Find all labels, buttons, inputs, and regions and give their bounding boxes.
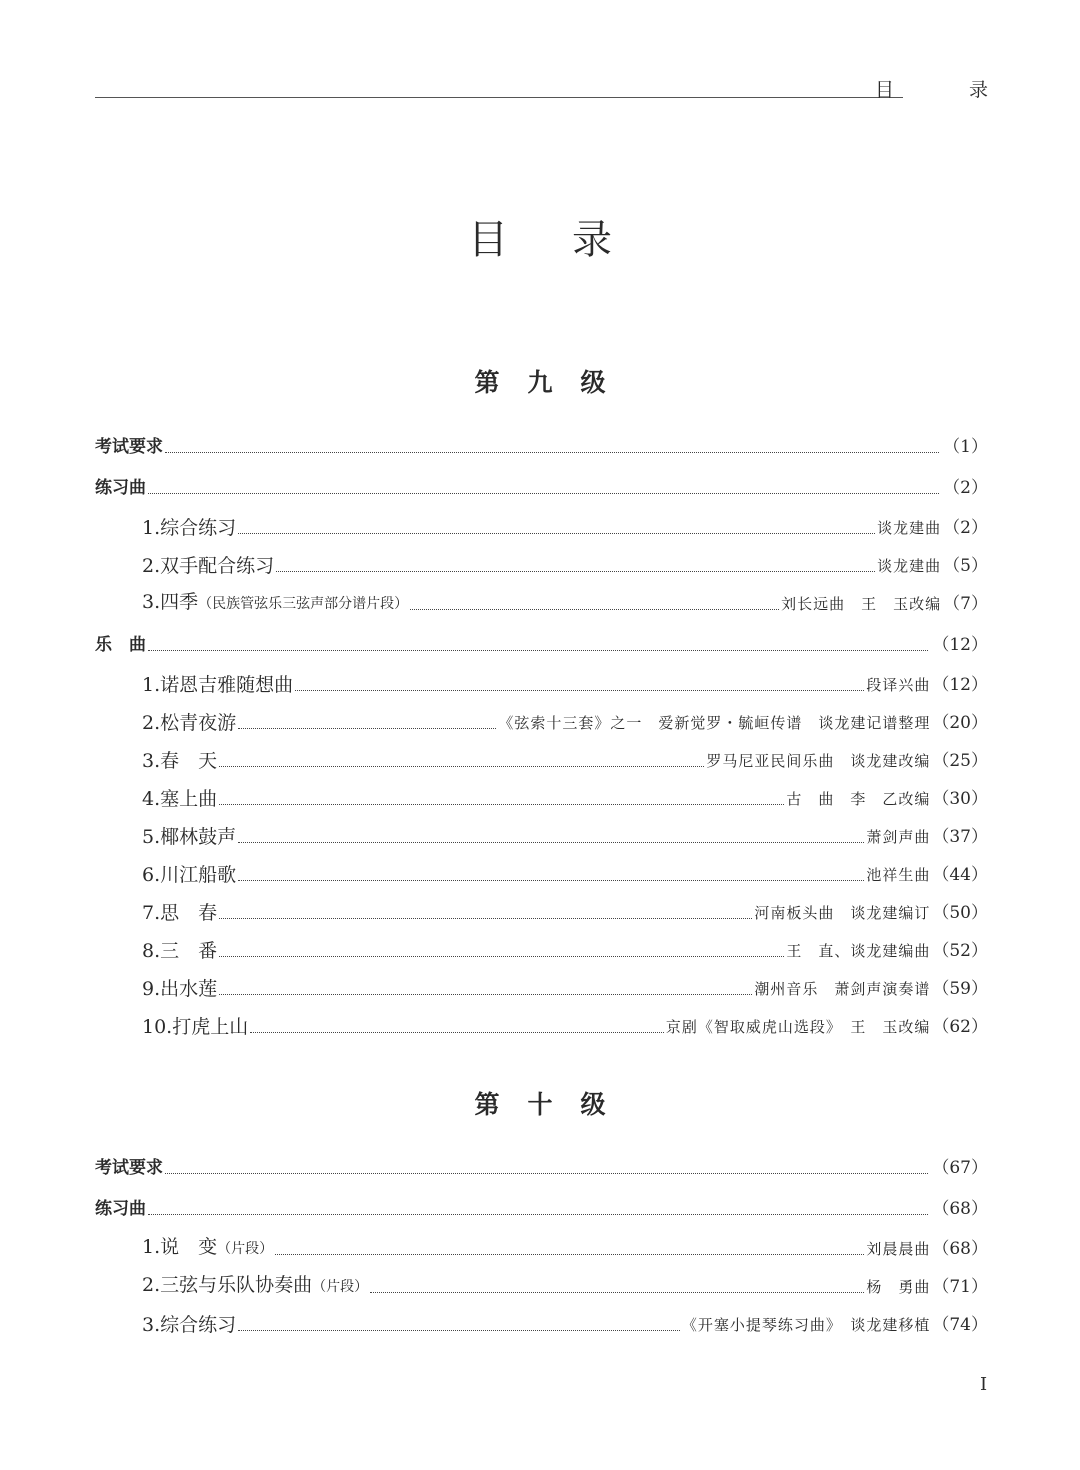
entry-page: （74） (932, 1315, 988, 1335)
entry-page: （25） (932, 751, 988, 771)
level-title-9: 第九级 (474, 368, 634, 397)
entry-title (95, 938, 217, 964)
entry-title (95, 632, 146, 658)
toc-entry[interactable] (95, 976, 988, 1002)
toc-entry[interactable] (95, 900, 988, 926)
entry-page: （44） (932, 865, 988, 885)
entry-label: 考试要求 (95, 1158, 163, 1178)
entry-title (95, 434, 163, 460)
entry-title (95, 1014, 248, 1040)
entry-page: （62） (932, 1017, 988, 1037)
dot-leader (238, 1330, 680, 1331)
level-title-10: 第十级 (474, 1090, 634, 1119)
entry-credit: 萧剑声曲 (866, 828, 931, 846)
dot-leader (148, 493, 939, 494)
entry-page: （12） (932, 634, 988, 655)
entry-credit: 《弦索十三套》之一 爱新觉罗・毓峘传谱 谈龙建记谱整理 (498, 714, 931, 732)
entry-credit: 王 直、谈龙建编曲 (786, 942, 931, 960)
entry-label: 四季 (160, 591, 199, 613)
dot-leader (219, 804, 784, 805)
dot-leader (276, 571, 875, 572)
entry-credit: 河南板头曲 谈龙建编订 (754, 904, 931, 922)
entry-label: 打虎上山 (172, 1016, 249, 1038)
entry-title (95, 1196, 146, 1222)
entry-title (95, 786, 217, 812)
entry-credit: 谈龙建曲 (877, 519, 942, 537)
toc-entry[interactable] (95, 1014, 988, 1040)
entry-credit: 谈龙建曲 (877, 557, 942, 575)
entry-credit: 罗马尼亚民间乐曲 谈龙建改编 (706, 752, 931, 770)
entry-label: 综合练习 (160, 517, 237, 539)
dot-leader (370, 1292, 864, 1293)
entry-credit: 段译兴曲 (866, 676, 931, 694)
toc-entry[interactable] (95, 1274, 988, 1300)
toc-entry[interactable] (95, 748, 988, 774)
running-header (95, 78, 1016, 102)
entry-label: 练习曲 (95, 1198, 146, 1219)
entry-page: （71） (932, 1277, 988, 1297)
entry-number: 6. (142, 864, 161, 886)
entry-label: 三 番 (160, 940, 218, 962)
entry-title (95, 976, 217, 1002)
entry-number: 3. (142, 750, 161, 772)
entry-number: 5. (142, 826, 161, 848)
entry-label: 三弦与乐队协奏曲 (160, 1274, 313, 1296)
entry-number: 3. (142, 591, 161, 613)
entry-label: 出水莲 (160, 978, 218, 1000)
entry-title (95, 589, 408, 617)
entry-page: （2） (943, 518, 988, 538)
toc-entry[interactable] (95, 938, 988, 964)
toc-entry[interactable] (95, 672, 988, 698)
entry-label: 综合练习 (160, 1314, 237, 1336)
dot-leader (295, 690, 864, 691)
entry-label: 思 春 (160, 902, 218, 924)
entry-page: （2） (943, 477, 988, 498)
entry-number: 2. (142, 555, 161, 577)
dot-leader (219, 766, 704, 767)
entry-page: （68） (932, 1239, 988, 1259)
entry-note: （民族管弦乐三弦声部分谱片段） (198, 596, 409, 612)
toc-entry[interactable] (95, 1155, 988, 1181)
entry-number: 2. (142, 1274, 161, 1296)
dot-leader (165, 452, 939, 453)
dot-leader (238, 880, 864, 881)
toc-entry[interactable] (95, 591, 988, 617)
toc-entry[interactable] (95, 1236, 988, 1262)
entry-label: 说 变 (160, 1236, 218, 1258)
entry-title (95, 824, 236, 850)
dot-leader (238, 533, 875, 534)
entry-number: 10. (142, 1016, 173, 1038)
entry-title (95, 1272, 368, 1300)
dot-leader (410, 609, 779, 610)
dot-leader (148, 650, 928, 651)
entry-credit: 京剧《智取威虎山选段》 王 玉改编 (665, 1018, 931, 1036)
entry-label: 春 天 (160, 750, 218, 772)
entry-title (95, 475, 146, 501)
dot-leader (219, 956, 784, 957)
running-title: 目 录 (874, 79, 1016, 101)
toc-entry[interactable] (95, 824, 988, 850)
entry-label: 川江船歌 (160, 864, 237, 886)
entry-title (95, 553, 274, 579)
dot-leader (219, 918, 752, 919)
entry-number: 3. (142, 1314, 161, 1336)
dot-leader (275, 1254, 864, 1255)
entry-number: 7. (142, 902, 161, 924)
entry-credit: 刘长远曲 王 玉改编 (781, 595, 942, 613)
entry-credit: 杨 勇曲 (866, 1278, 931, 1296)
entry-page: （30） (932, 789, 988, 809)
entry-title (95, 672, 293, 698)
toc-entry[interactable] (95, 1196, 988, 1222)
page-number: I (980, 1374, 988, 1395)
entry-label: 考试要求 (95, 437, 163, 457)
entry-page: （1） (943, 437, 988, 457)
toc-entry[interactable] (95, 515, 988, 541)
entry-page: （20） (932, 713, 988, 733)
entry-title (95, 900, 217, 926)
entry-title (95, 1234, 273, 1262)
entry-page: （5） (943, 556, 988, 576)
entry-label: 诺恩吉雅随想曲 (160, 674, 294, 696)
toc-entry[interactable] (95, 862, 988, 888)
entry-credit: 《开塞小提琴练习曲》 谈龙建移植 (681, 1316, 931, 1334)
entry-credit: 刘晨晨曲 (866, 1240, 931, 1258)
entry-note: （片段） (312, 1279, 369, 1295)
dot-leader (219, 994, 752, 995)
header-rule (95, 97, 903, 98)
toc-entry[interactable] (95, 1312, 988, 1338)
entry-title (95, 748, 217, 774)
entry-page: （59） (932, 979, 988, 999)
entry-label: 松青夜游 (160, 712, 237, 734)
entry-number: 1. (142, 1236, 161, 1258)
entry-label: 塞上曲 (160, 788, 218, 810)
entry-number: 2. (142, 712, 161, 734)
dot-leader (238, 842, 864, 843)
entry-title (95, 1312, 236, 1338)
entry-page: （12） (932, 675, 988, 695)
entry-title (95, 515, 236, 541)
dot-leader (148, 1214, 928, 1215)
entry-number: 1. (142, 674, 161, 696)
entry-page: （7） (943, 594, 988, 614)
entry-page: （50） (932, 903, 988, 923)
entry-title (95, 710, 236, 736)
entry-credit: 古 曲 李 乙改编 (786, 790, 931, 808)
toc-entry[interactable] (95, 632, 988, 658)
entry-label: 双手配合练习 (160, 555, 275, 577)
entry-number: 8. (142, 940, 161, 962)
toc-entry[interactable] (95, 475, 988, 501)
entry-title (95, 1155, 163, 1181)
entry-label: 练习曲 (95, 477, 146, 498)
entry-label: 乐 曲 (95, 634, 146, 655)
page-title: 目录 (468, 217, 676, 263)
entry-page: （68） (932, 1198, 988, 1219)
entry-page: （37） (932, 827, 988, 847)
toc-entry[interactable] (95, 553, 988, 579)
entry-page: （67） (932, 1158, 988, 1178)
entry-page: （52） (932, 941, 988, 961)
entry-title (95, 862, 236, 888)
entry-credit: 潮州音乐 萧剑声演奏谱 (754, 980, 931, 998)
entry-number: 9. (142, 978, 161, 1000)
dot-leader (238, 728, 496, 729)
entry-number: 1. (142, 517, 161, 539)
toc-entry[interactable] (95, 434, 988, 460)
toc-entry[interactable] (95, 786, 988, 812)
entry-label: 椰林鼓声 (160, 826, 237, 848)
dot-leader (250, 1032, 664, 1033)
entry-note: （片段） (217, 1241, 274, 1257)
toc-entry[interactable] (95, 710, 988, 736)
dot-leader (165, 1173, 928, 1174)
entry-number: 4. (142, 788, 161, 810)
entry-credit: 池祥生曲 (866, 866, 931, 884)
